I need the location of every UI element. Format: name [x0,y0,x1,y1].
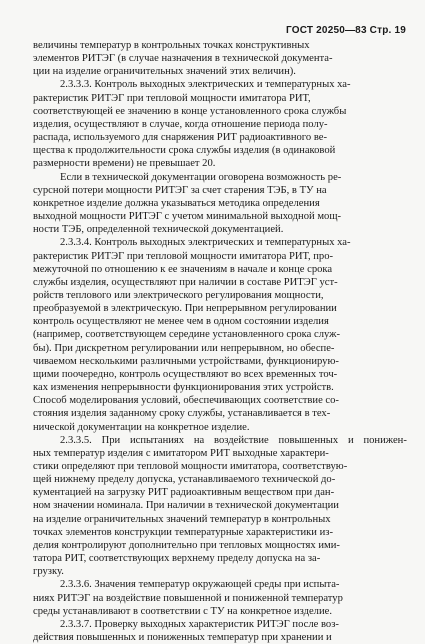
paragraph [33,236,407,433]
text-line: кументацией на загрузку РИТ радиоактивным веществом при дан- [33,487,335,499]
text-line: соответствующей ее значению в конце установленного срока службы [33,105,347,117]
text-line: Если в технической документации оговорена возможность ре- [60,171,342,183]
text-line: ном значении номинала. При наличии в технической документации [33,500,339,512]
text-line: 2.3.3.6. Значения температур окружающей среды при испыта- [60,579,340,591]
paragraph [33,618,407,644]
paragraph [33,578,407,617]
text-line: ных температур изделия с имитатором РИТ выходные характери- [33,447,329,459]
text-line: среды устанавливают в соответствии с ТУ на конкретное изделие. [33,605,332,617]
text-line: действия повышенных и пониженных температур при хранении и [33,632,332,644]
text-line: контроль осуществляют не менее чем в одном состоянии изделия [33,316,329,328]
text-line: изделия, осуществляют в случае, когда отношение периода полу- [33,118,328,130]
text-line: бы). При дискретном регулировании или непрерывном, но обеспе- [33,342,335,354]
text-line: межуточной по отношению к ее значениям в начале и конце срока [33,263,333,275]
text-line: стояния изделия заданному сроку службы, устанавливается в тех- [33,408,331,420]
text-line: ках изменения непрерывности функционирования этих устройств. [33,382,334,394]
text-line: элементов РИТЭГ (в случае назначения в технической документа- [33,53,333,65]
body-text [33,39,407,644]
text-line: нической документации на конкретное изделие. [33,421,250,433]
text-line: 2.3.3.7. Проверку выходных характеристик РИТЭГ после воз- [60,618,339,630]
text-line: рактеристик РИТЭГ при тепловой мощности имитатора РИТ, [33,92,311,104]
text-line: 2.3.3.4. Контроль выходных электрических и температурных ха- [60,237,351,249]
text-line: делия контролируют дополнительно при тепловых мощностях ими- [33,539,340,551]
text-line: грузку. [33,566,64,578]
text-line: чиваемом несколькими различными устройствами, функционирую- [33,355,339,367]
text-line: величины температур в контрольных точках конструктивных [33,40,310,51]
paragraph [33,171,407,237]
text-line: распада, используемого для снаряжения РИТ радиоактивного ве- [33,132,327,144]
text-line: рактеристик РИТЭГ при тепловой мощности имитатора РИТ, про- [33,250,334,262]
text-line: сурсной потери мощности РИТЭГ за счет старения ТЭБ, в ТУ на [33,184,327,196]
text-line: конкретное изделие должна указываться методика определения [33,197,320,209]
text-line: ности ТЭБ, определенной технической документацией. [33,224,284,236]
text-line: 2.3.3.3. Контроль выходных электрических и температурных ха- [60,79,351,91]
page-header: ГОСТ 20250—83 Стр. 19 [286,25,406,36]
text-line: размерности времени) не превышает 20. [33,158,216,170]
paragraph [33,39,407,78]
paragraph [33,434,407,579]
text-line: выходной мощности РИТЭГ с учетом минимальной выходной мощ- [33,211,342,223]
text-line: стики определяют при тепловой мощности имитатора, соответствую- [33,461,348,472]
text-line: точках элементов конструкции температурные характеристики из- [33,526,333,538]
text-line: ции на изделие ограничительных значений этих величин). [33,66,296,78]
text-line: (например, соответствующем середине установленного срока служ- [33,329,341,341]
text-line: преобразуемой в электрическую. При непрерывном регулировании [33,303,337,315]
text-line: ниях РИТЭГ на воздействие повышенной и пониженной температур [33,592,343,604]
paragraph [33,78,407,170]
text-line: 2.3.3.5. При испытаниях на воздействие повышенных и понижен- [60,434,407,446]
text-line: Способ моделирования условий, обеспечивающих соответствие со- [33,395,339,407]
text-line: на изделие ограничительных значений температур в контрольных [33,513,331,525]
text-line: ройств теплового или электрического регулирования мощности, [33,289,324,301]
text-line: щества к продолжительности срока службы изделия (в одинаковой [33,145,336,157]
text-line: татора РИТ, соответствующих верхнему пределу допуска на за- [33,553,321,565]
text-line: щими поочередно, контроль осуществляют во всех временных точ- [33,368,338,380]
text-line: щей нижнему пределу допуска, устанавливаемого технической до- [33,474,336,486]
text-line: службы изделия, осуществляют при наличии в составе РИТЭГ уст- [33,276,338,288]
